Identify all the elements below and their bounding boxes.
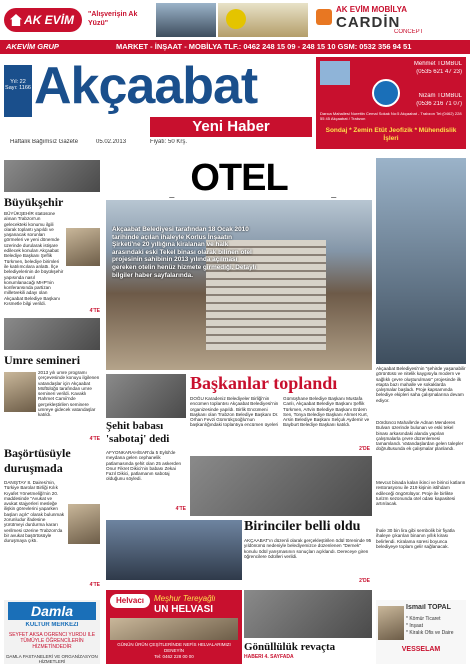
story1-page: 4'TE [89,308,100,314]
story2-photo [4,318,100,350]
masthead-subtitle: Yeni Haber [150,117,312,137]
ismail-line3: * Kiralık Ofis ve Daire [406,630,454,636]
story1-portrait [66,228,100,266]
issue-price: Fiyatı: 50 Krş. [150,139,188,145]
mobilya-logo-icon [316,9,332,25]
baskanlar-text: DOĞU Karadeniz Belediyeler Birliği'nin encümen toplantısı Akçaabat Belediyesi'nin organizesinde yapıldı. Birlik Encümeni Başkanı olan Trabzon Belediye Başkanı Dr. Orhan Fevzi Gümrükçüoğlu'nun başkanlığındaki toplantıya encümen üyeleri Gümüşhane Belediye Başkanı Mustafa Canlı, Akçaabat Belediye Başkanı Şeflik Türkmen, Artvin Belediye Başkanı Erdem Sen, Tonya Belediye Başkanı Ahmet Kurt, Arsin Belediye Başkanı Selçuk Aydemir ve Bayburt Belediye Başkanı katıldı. [190,396,370,428]
year-label: Yıl: 22 [10,79,26,85]
akevim-mobilya-ad[interactable] [314,3,466,37]
sehit-photo [106,374,186,418]
owner-photo-1 [320,61,350,85]
ismail-tag: VESSELAM [401,646,441,653]
story1-text: BÜYÜKŞEHİR statüsüne alınan Trabzon'un gelecekteki konumu ilgili olarak toplantı yapıldı ve yaşanacak sorunları görmeleri ve yeni dönemde üzerinde durularak istişare edilecek konuları Akçaabat Belediye Başkanı Şeflik Türkmen, belediye birimleri ile katılımcılara anlattı. İlçe belediyelerinin de büyükşehir yapısında nasıl konumlanacağı MHP'nin konferansında partizan milletvekili adayı olan Akçaabat Belediye Başkanı Kısmetle bilgi verildi. [4,211,64,307]
helvaci-ad[interactable] [106,590,242,664]
ismail-line1: * Kömür Ticaret [406,616,441,622]
ismail-ad[interactable] [376,600,466,664]
birinciler-photo [106,520,242,580]
baskanlar-headline[interactable]: Başkanlar toplandı [190,373,338,393]
helvaci-title: Meşhur Tereyağlı [154,594,216,603]
baskanlar-page: 2'DE [359,446,370,452]
story1-headline[interactable]: Büyükşehir [4,195,64,209]
sehit-page: 4'TE [175,506,186,512]
story3-portrait [68,504,100,544]
gonulluluk-sub: HABERİ 4. SAYFADA [244,654,294,660]
ad-strip-left: AKEVİM GRUP [6,42,59,51]
story3-headline[interactable]: Başörtüsüyle duruşmada [4,446,71,475]
gonulluluk-headline[interactable]: Gönüllülük revaçta [244,641,336,653]
akevim-ad[interactable] [4,4,154,36]
damla-sub: KÜLTÜR MERKEZİ [25,622,79,628]
right-text-3: Mevcut binada kalan ikinci ve birinci katların restorasyonu ile 219 kişinin istihdam edileceği öngörülüyor. Proje ile birlikte turizm sezonunda otel odası kapasitesi artırılacak. [376,480,466,507]
main-lead: Akçaabat Belediyesi tarafından 18 Ocak 2010 tarihinde açılan ihaleyle Korlus İnşaatın Şirketi'ne 20 yıllığına kiralanan ve halk arasındaki eski Tekel binası olarak bilinen otel projesinin sahibinin 2013 yılında açılması gereken otelin henüz hizmete girmediği. Detaylı bilgiler haber sayfalarında. [112,226,257,279]
damla-ad[interactable] [4,600,100,664]
masthead-title: Akçaabat [34,57,258,115]
promo-text: Sondaj * Zemin Etüt Jeofizik * Mühendislik İşleri [325,127,457,142]
birinciler-page: 2'DE [359,578,370,584]
cardin-sub: CONCEPT [394,29,424,35]
owner2-phone: (0536 216 71 07) [416,101,462,107]
owner1-name: Mehmet TOMBUL [413,61,462,67]
top-ad-bar [0,0,470,40]
story2-portrait [4,372,36,412]
slogan: Haftalık Bağımsız Gazete [10,139,79,145]
damla-footer: DAMLA PASTANELERİ VE ORGANİZASYON HİZMETLERİ [6,654,98,664]
akevim-logo-text: AK EVİM [24,13,75,27]
story1-photo [4,160,100,192]
issue-label: Sayı: 1166 [5,85,31,91]
sehit-headline[interactable]: Şehit babası 'sabotaj' dedi [106,420,170,445]
owner-box [316,57,466,149]
story2-headline[interactable]: Umre semineri [4,353,81,367]
story2-text: 2013 yılı umre programı çerçevesinde konuyu ilgilenen vatandaşlar için Akçaabat Müftülüğü tarafından umre semineri verildi. Kavaklı Rahmet Camii'nde gerçekleştirilen seminere umreye gidecek vatandaşlar katıldı. [38,370,100,418]
helvaci-product: UN HELVASI [154,604,214,615]
birinciler-headline[interactable]: Birinciler belli oldu [244,519,361,534]
sehit-text: AFYONKARAHİSAR'da 5 Eylül'de meydana gelen cephanelik patlamasında şehit olan 25 askerden Onur Fikret Dikici'nin babası Zekai Fazıl Dikici, patlamanın sabotaj olduğunu söyledi. [106,450,182,482]
ad-strip-right: MARKET - İNŞAAT - MOBİLYA TLF.: 0462 248 15 09 - 248 15 10 GSM: 0532 356 94 51 [116,42,412,51]
issue-date: 05.02.2013 [96,139,127,145]
owner-address: Darıca Mahallesi Nurettin Cemal Sokak No:5 Akçaabat - Trabzon Tel:(0462) 228 55 45 Akçaabat / Trabzon [320,111,462,121]
badge-icon [226,9,246,29]
main-photo [106,200,372,370]
right-column [376,158,466,598]
story2-page: 4'TE [89,436,100,442]
right-photo [376,158,466,364]
helvaci-contact: Tel: 0462 228 00 00 [154,654,194,659]
story3-page: 4'TE [89,582,100,588]
baskanlar-photo [190,456,372,516]
masthead [0,55,470,153]
left-column [4,156,100,596]
ismail-name: İsmail TOPAL [406,604,451,611]
helvaci-photo [110,618,238,640]
ismail-portrait [378,606,404,640]
ismail-line2: * İnşaat [406,623,423,629]
birinciler-text: AKÇAABAT'ın düzenli olarak gerçekleştirilen ödül töreninde 95 yıldönümü nedeniyle belediyemizce düzenlenen "Dernek" konulu ödül yarışmasının sonuçları açıklandı. Dereceye giren öğrencilere ödülleri verildi. [244,538,372,559]
owner1-phone: (0535 621 47 23) [416,69,462,75]
main-headline[interactable]: OTEL [190,158,288,198]
ad-building-photo-2 [218,3,308,37]
helvaci-text: GÜNÜN ÜRÜN ÇEŞİTLERİNDE NEFİS HELVALARIMIZI DENEYİN [117,642,231,653]
damla-logo [8,602,96,620]
owner2-name: Nizam TOMBUL [418,93,462,99]
damla-title: Damla [30,603,74,619]
issue-badge [4,65,32,117]
right-text-2: Dördüncü Mahalle'de Adnan Menderes Bulvarı üzerinde bulunan ve eski tekel binası arkasındaki alanda yapılan çalışmalarla çevre düzenlemesi tamamlandı. Vatandaşlardan gelen talepler doğrultusunda ek çalışmalar planlandı. [376,420,464,452]
gonulluluk-box [244,590,372,664]
right-text-1: Akçaabat Belediyesi'nin "şehirde yaşanabilir görüntüsü ve nitelik kaygısıyla modern ve sağlıklı çevre oluşturulması" projesinde ilk etapta bazı mahalle ve sokaklarda çalışmalar başladı. Proje kapsamında belediye ekipleri saha çalışmalarına devam ediyor. [376,366,466,403]
right-text-4: İhale 30 bin lira gibi sembolik bir fiyatla ihaleye çıkarılan binanın yıllık kirası belirlendi. Kiralama süresi boyunca belediyeye toplam gelir sağlanacak. [376,528,455,549]
akevim-tagline: "Alışverişin Ak Yüzü" [88,11,138,27]
main-story [106,158,372,370]
ad-strip [0,40,470,54]
mobilya-brand: AK EVİM MOBİLYA [336,5,407,14]
story3-text: DANIŞTAY 8. Dairesi'nin, Türkiye Barolar Birliği Kılık Kıyafet Yönetmeliği'nin 20. maddesinde "Avukat ve avukat stajyerleri mesleğe ilişkin görevlerini yaparken başları açık" olarak bulunmak zorunludur ifadesine yürütmeyi durdurma kararı verilmesi üzerine Trabzon'da bir avukat başörtüsüyle duruşmaya çıktı. [4,480,65,544]
cardin-logo: CARDİN [336,14,401,30]
gonulluluk-photo [244,590,372,638]
ad-building-photo [156,3,216,37]
helvaci-logo: Helvacı [110,594,150,608]
damla-text: SEYFET AKSA ÖĞRENCİ YURDU İLE TÜMÜYLE ÖĞRENCİLERİN HİZMETİNDEDİR [8,632,96,650]
